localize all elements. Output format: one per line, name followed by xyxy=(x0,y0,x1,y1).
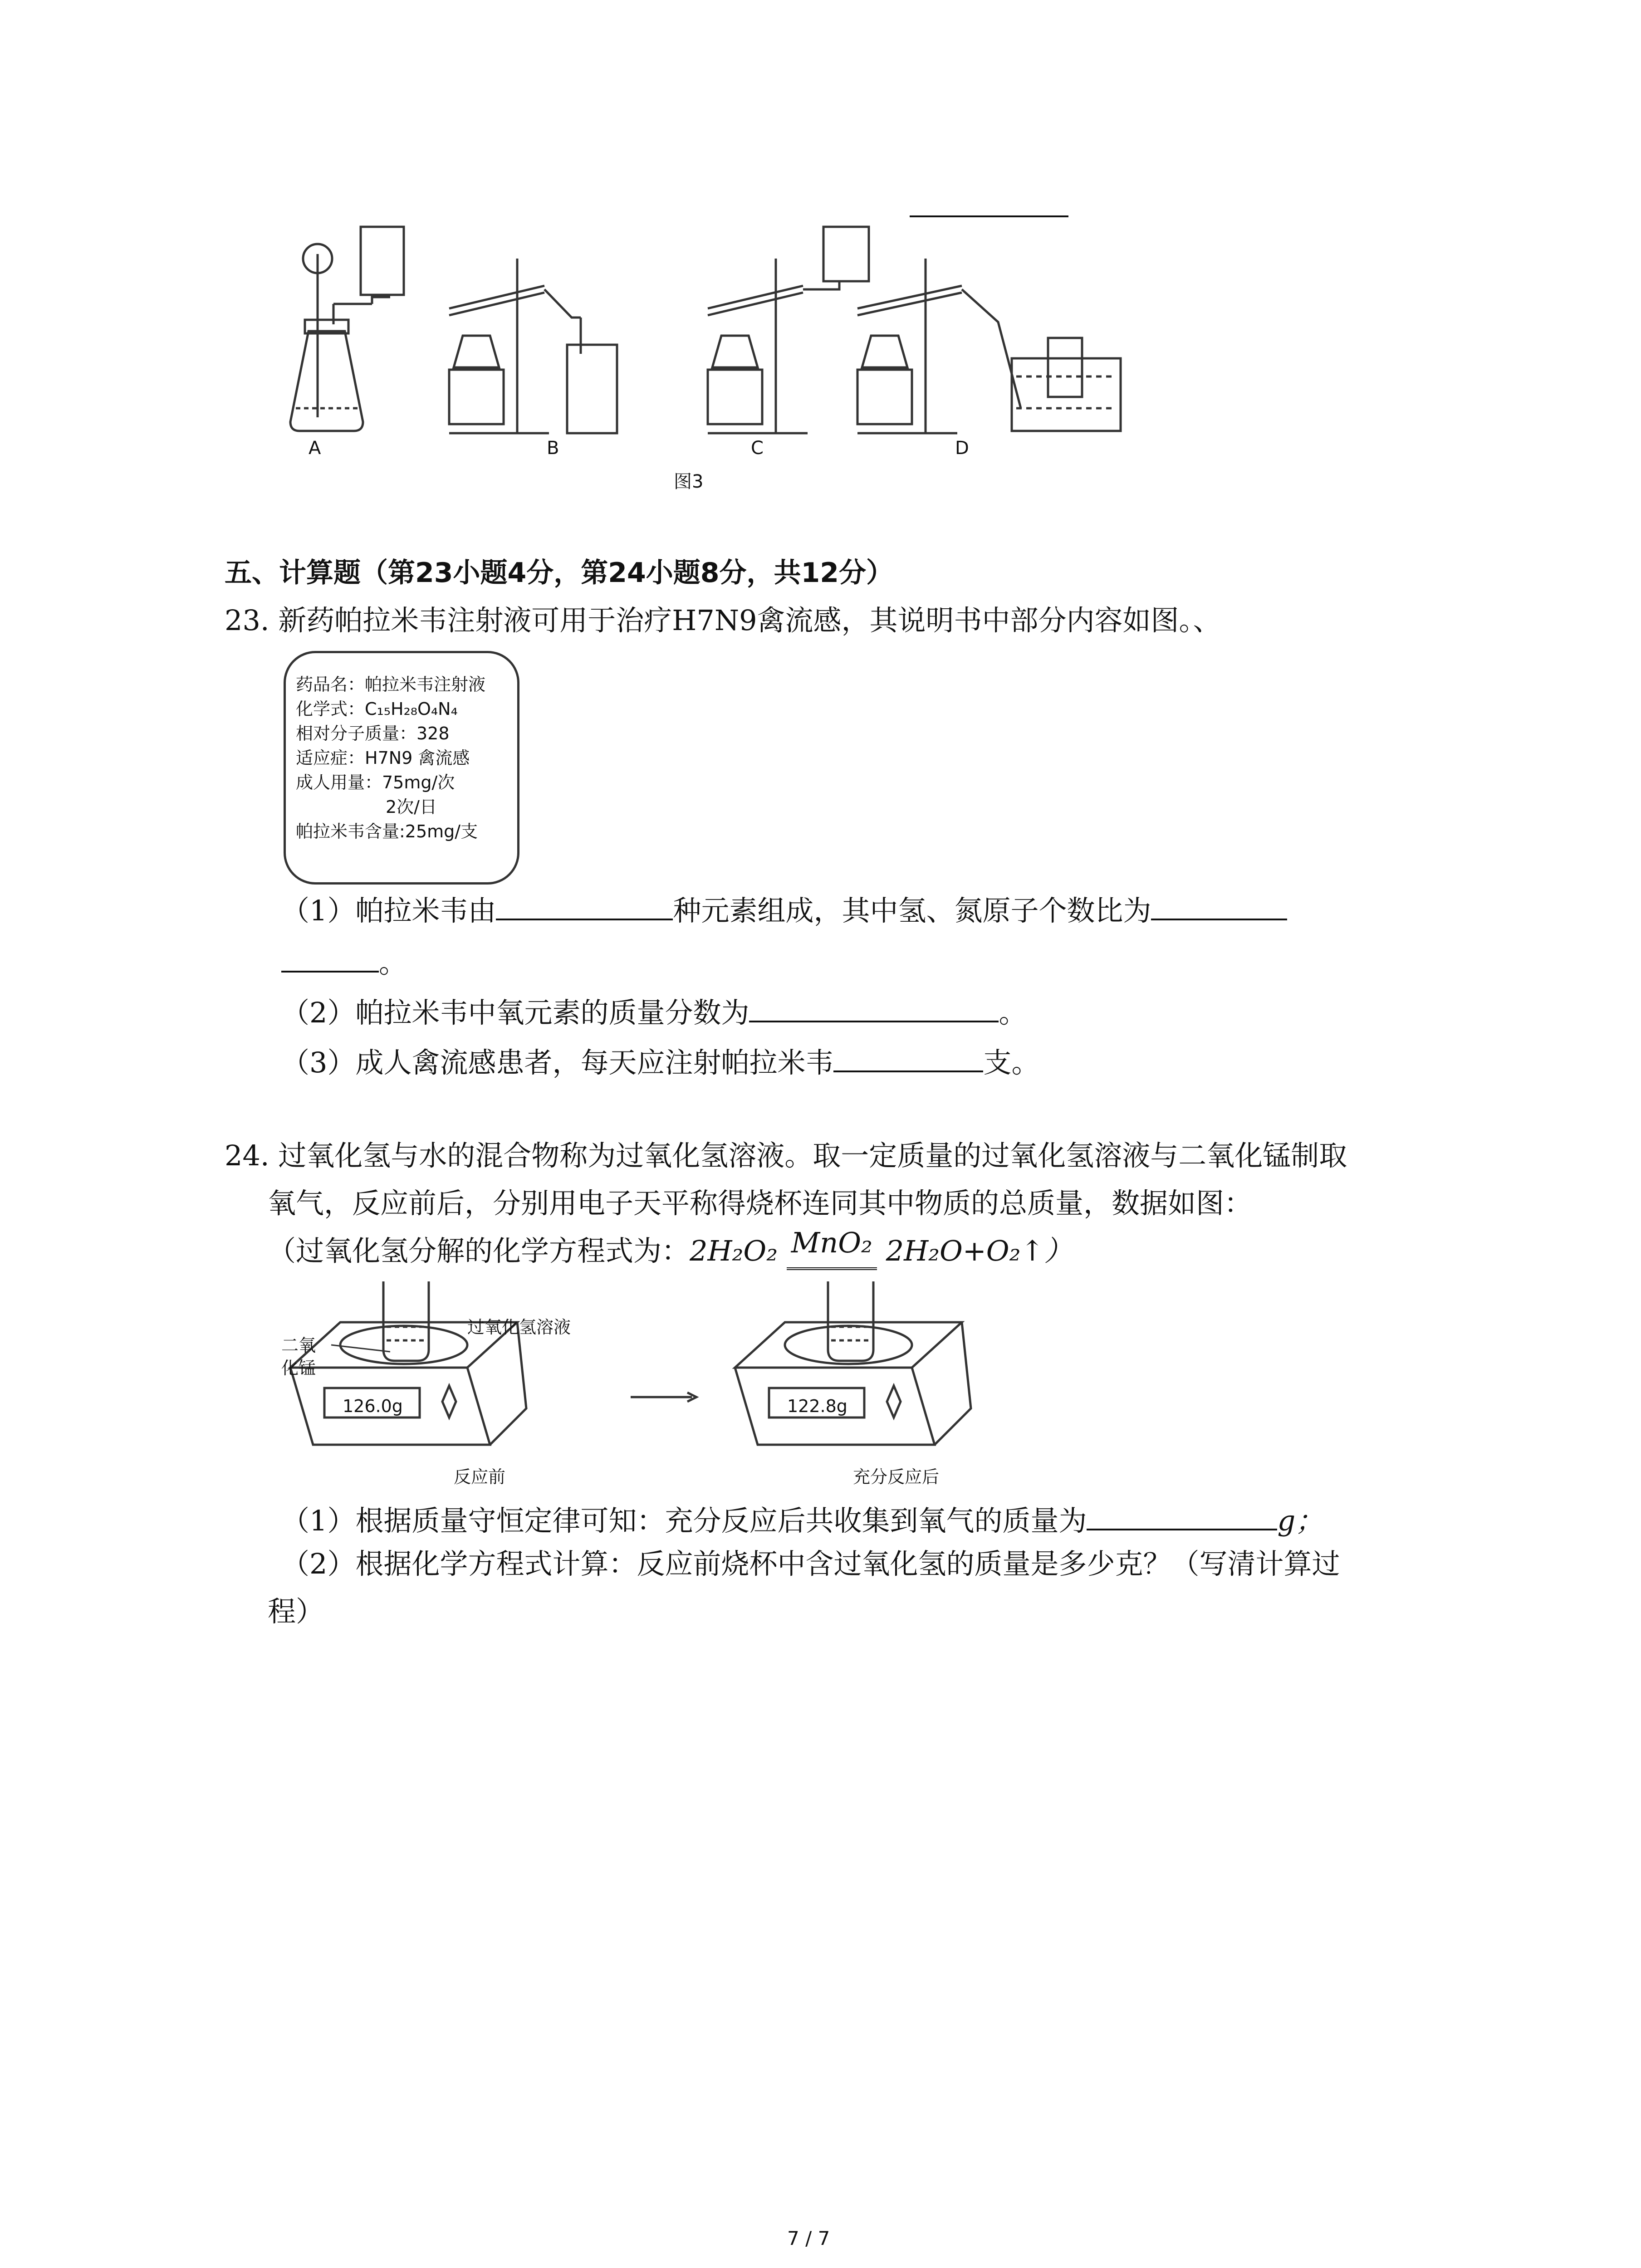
q24-part2: （2）根据化学方程式计算：反应前烧杯中含过氧化氢的质量是多少克？（写清计算过 xyxy=(281,1547,1340,1580)
caption-after: 充分反应后 xyxy=(853,1467,940,1487)
answer-blank-oxygen-fraction[interactable] xyxy=(749,989,999,1022)
drug-dose: 成人用量：75mg/次 xyxy=(296,772,455,792)
answer-blank-ratio[interactable] xyxy=(1151,887,1287,920)
q23-part3-text-a: （3）成人禽流感患者，每天应注射帕拉米韦 xyxy=(281,1046,834,1079)
caption-before: 反应前 xyxy=(454,1467,506,1487)
answer-blank-oxygen-mass[interactable] xyxy=(1087,1497,1277,1530)
figure-caption: 图3 xyxy=(674,471,704,492)
q23-drug-info-box xyxy=(284,651,519,885)
apparatus-d-icon xyxy=(857,259,1121,433)
figure-label-b: B xyxy=(547,438,559,459)
apparatus-b-icon xyxy=(449,259,617,433)
q24-part2-cont: 程） xyxy=(268,1595,324,1628)
q24-stem-line2: 氧气，反应前后，分别用电子天平称得烧杯连同其中物质的总质量，数据如图： xyxy=(268,1187,1253,1220)
q24-stem-line1: 24. 过氧化氢与水的混合物称为过氧化氢溶液。取一定质量的过氧化氢溶液与二氧化锰制取 xyxy=(225,1139,1347,1172)
figure-3-apparatus xyxy=(254,218,1434,513)
drug-indication: 适应症：H7N9 禽流感 xyxy=(296,748,470,768)
drug-frequency: 2次/日 xyxy=(386,797,437,817)
q24-part1-text-b: g； xyxy=(1277,1504,1324,1537)
q23-part1-text-a: （1）帕拉米韦由 xyxy=(281,894,496,927)
q24-equation-line xyxy=(268,1226,1073,1273)
label-mno2-line2: 化锰 xyxy=(281,1358,316,1378)
q23-part2-text-a: （2）帕拉米韦中氧元素的质量分数为 xyxy=(281,996,749,1029)
q23-part3 xyxy=(281,1039,1039,1085)
catalyst-label: MnO₂ xyxy=(791,1226,872,1259)
q24-part1-text-a: （1）根据质量守恒定律可知：充分反应后共收集到氧气的质量为 xyxy=(281,1504,1087,1537)
answer-blank-elements[interactable] xyxy=(496,887,673,920)
equation-products: 2H₂O+O₂↑） xyxy=(886,1234,1073,1267)
figure-label-c: C xyxy=(751,438,764,459)
q24-part1 xyxy=(281,1497,1323,1543)
apparatus-a-icon xyxy=(290,227,404,431)
drug-formula: 化学式：C₁₅H₂₈O₄N₄ xyxy=(296,699,458,719)
label-mno2-line1: 二氧 xyxy=(281,1335,316,1355)
section-title: 五、计算题（第23小题4分，第24小题8分，共12分） xyxy=(225,557,893,589)
q23-part1-text-b: 种元素组成，其中氢、氮原子个数比为 xyxy=(673,894,1151,927)
answer-blank-doses[interactable] xyxy=(833,1039,983,1072)
apparatus-c-icon xyxy=(708,227,869,433)
q23-part2 xyxy=(281,989,1027,1035)
equation-arrow-bar xyxy=(787,1267,877,1270)
q23-part1-cont xyxy=(281,939,407,985)
reading-after: 122.8g xyxy=(787,1396,847,1416)
q23-part1 xyxy=(281,887,1287,933)
equation-reactant: 2H₂O₂ xyxy=(690,1234,778,1267)
q24-stem-line3: （过氧化氢分解的化学方程式为： xyxy=(268,1234,690,1267)
label-h2o2-solution: 过氧化氢溶液 xyxy=(467,1317,571,1337)
page-number: 7 / 7 xyxy=(787,2227,830,2249)
q23-part3-text-b: 支。 xyxy=(983,1046,1040,1079)
equation-catalyst xyxy=(787,1226,877,1273)
balance-after-icon xyxy=(735,1281,971,1445)
figure-label-a: A xyxy=(309,438,321,459)
q23-part1-text-c: 。 xyxy=(379,946,407,979)
balance-before-icon xyxy=(290,1281,526,1445)
reading-before: 126.0g xyxy=(343,1396,403,1416)
q23-part2-text-b: 。 xyxy=(999,996,1027,1029)
figure-label-d: D xyxy=(955,438,969,459)
q23-stem: 23. 新药帕拉米韦注射液可用于治疗H7N9禽流感，其说明书中部分内容如图。、 xyxy=(225,604,1221,637)
drug-content: 帕拉米韦含量:25mg/支 xyxy=(296,821,478,841)
drug-name: 药品名：帕拉米韦注射液 xyxy=(296,675,486,694)
answer-blank-top xyxy=(910,215,1068,217)
answer-blank-ratio-cont[interactable] xyxy=(281,939,379,973)
drug-mass: 相对分子质量：328 xyxy=(296,723,450,743)
